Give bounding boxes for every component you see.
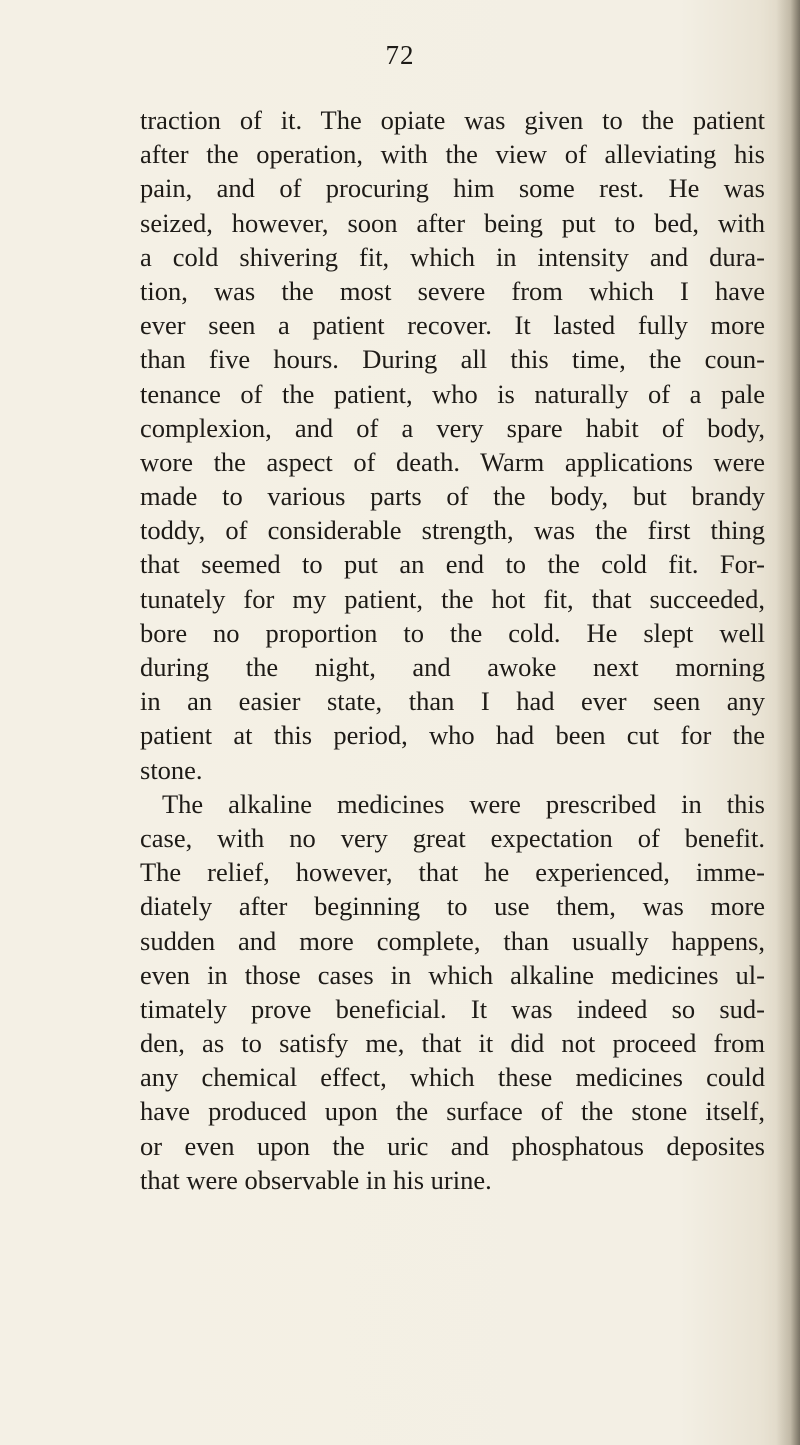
text-line: stone. [140, 754, 203, 785]
text-line: during the night, and awoke next morning [140, 652, 765, 682]
page-edge-shadow [776, 0, 800, 1445]
text-line: even in those cases in which alkaline medicines ul- [140, 959, 765, 990]
text-line: traction of it. The opiate was given to the patient [140, 105, 765, 135]
text-line: ever seen a patient recover. It lasted fully more [140, 310, 765, 341]
text-line: that were observable in his urine. [140, 1164, 492, 1195]
text-line: case, with no very great expectation of benefit. [140, 822, 765, 853]
text-line: or even upon the uric and phosphatous deposites [140, 1130, 765, 1161]
text-line: sudden and more complete, than usually happens, [140, 925, 765, 956]
text-line: any chemical effect, which these medicines could [140, 1062, 765, 1093]
text-line: The relief, however, that he experienced, imme- [140, 857, 765, 888]
text-line: tenance of the patient, who is naturally of a pale [140, 378, 765, 409]
text-line: diately after beginning to use them, was more [140, 891, 765, 922]
text-line: patient at this period, who had been cut for the [140, 720, 765, 751]
body-text [140, 103, 765, 1197]
text-line: complexion, and of a very spare habit of body, [140, 412, 765, 443]
text-line: have produced upon the surface of the stone itself, [140, 1096, 765, 1127]
text-line: after the operation, with the view of alleviating his [140, 139, 765, 170]
text-line: a cold shivering fit, which in intensity and dura- [140, 241, 765, 272]
text-line: that seemed to put an end to the cold fit. For- [140, 549, 765, 580]
text-line: made to various parts of the body, but brandy [140, 481, 765, 512]
text-line: in an easier state, than I had ever seen any [140, 686, 765, 717]
text-line: bore no proportion to the cold. He slept well [140, 617, 765, 648]
text-line: den, as to satisfy me, that it did not proceed from [140, 1028, 765, 1059]
page-number: 72 [385, 40, 415, 70]
text-line: tunately for my patient, the hot fit, that succeeded, [140, 583, 765, 614]
text-line: The alkaline medicines were prescribed in this [162, 788, 765, 819]
text-line: toddy, of considerable strength, was the first thing [140, 515, 765, 546]
text-line: seized, however, soon after being put to bed, with [140, 207, 765, 238]
text-line: than five hours. During all this time, the coun- [140, 344, 765, 375]
text-line: pain, and of procuring him some rest. He was [140, 173, 765, 204]
text-line: tion, was the most severe from which I have [140, 275, 765, 306]
text-line: timately prove beneficial. It was indeed so sud- [140, 993, 765, 1024]
text-line: wore the aspect of death. Warm applications were [140, 446, 765, 477]
